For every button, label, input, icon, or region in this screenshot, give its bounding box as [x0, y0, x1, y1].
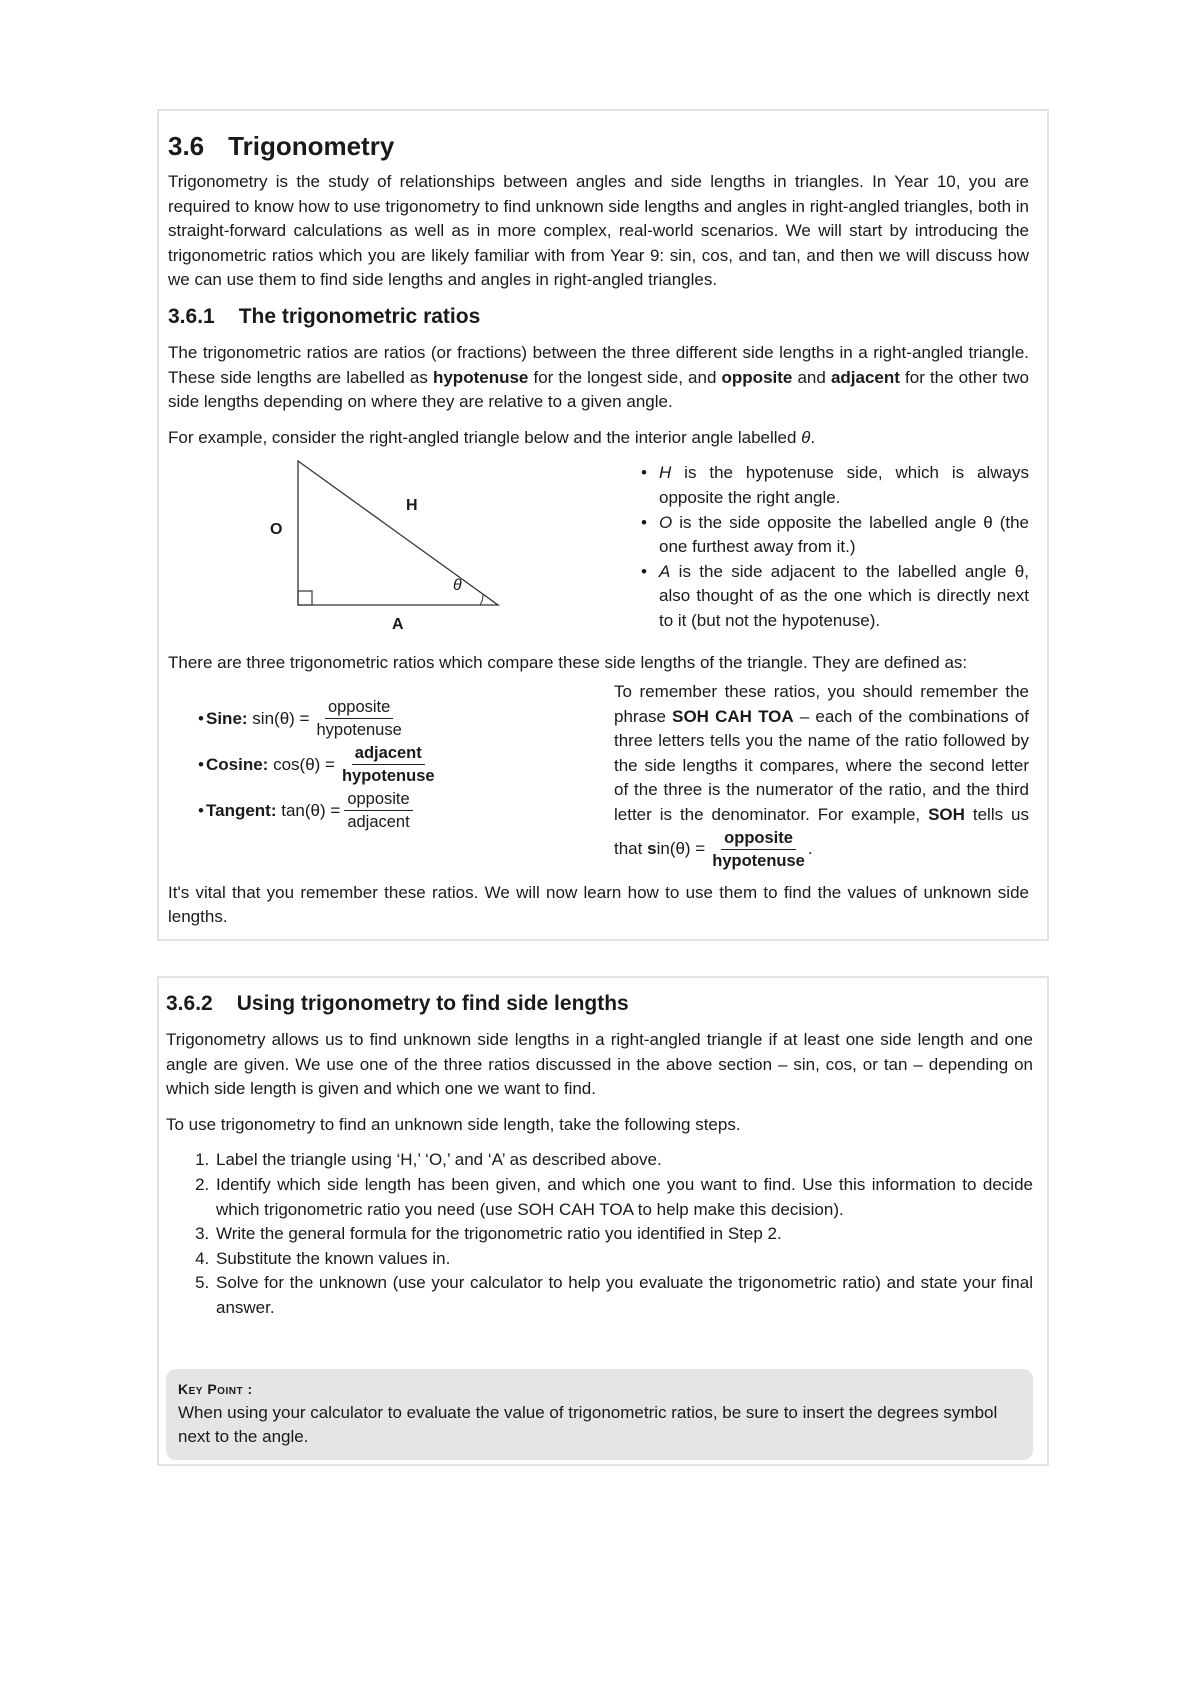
label-adjacent: A: [392, 616, 404, 634]
list-item: 1. Label the triangle using ‘H,’ ‘O,’ and ‘A’ as described above.: [214, 1148, 1033, 1173]
ratio-list: [168, 696, 588, 871]
ratios-paragraph: The trigonometric ratios are ratios (or fractions) between the three different side lengths in a right-angled triangle. These side lengths are labelled as hypotenuse for the longest side, and opposite and adjacent for the other two side lengths depending on where they are relative to a given angle.: [168, 342, 1029, 412]
triangle-row: [168, 461, 1029, 649]
vital-paragraph: It's vital that you remember these ratios. We will now learn how to use them to find the values of unknown side lengths.: [168, 882, 1029, 927]
section-trigonometry: [157, 109, 1049, 941]
intro-paragraph: Trigonometry is the study of relationships between angles and side lengths in triangles. In Year 10, you are required to know how to use trigonometry to find unknown side lengths and angles in right-angled triangles, both in straight-forward calculations as well as in more complex, real-world scenarios. We will start by introducing the trigonometric ratios which you are likely familiar with from Year 9: sin, cos, and tan, and then we will discuss how we can use them to find side lengths and angles in right-angled triangles.: [168, 172, 1029, 290]
section-side-lengths: [157, 976, 1049, 1466]
list-item: • A is the side adjacent to the labelled angle θ, also thought of as the one which is directly next to it (but not the hypotenuse).: [639, 560, 1029, 634]
list-item: • H is the hypotenuse side, which is always opposite the right angle.: [639, 461, 1029, 510]
list-item: 2. Identify which side length has been given, and which one you want to find. Use this information to decide which trigonometric ratio you need (use SOH CAH TOA to help make this decision).: [214, 1173, 1033, 1222]
list-item: 3. Write the general formula for the trigonometric ratio you identified in Step 2.: [214, 1222, 1033, 1247]
side-lengths-paragraph: Trigonometry allows us to find unknown side lengths in a right-angled triangle if at least one side length and one angle are given. We use one of the three ratios discussed in the above section – sin, cos, or tan – depending on which side length is given and which one we want to find.: [166, 1030, 1033, 1099]
key-point-box: [166, 1369, 1033, 1460]
triangle-shape: [298, 461, 498, 605]
label-opposite: O: [270, 521, 283, 539]
ratios-row: [168, 680, 1029, 871]
soh-cah-toa-paragraph: To remember these ratios, you should remember the phrase SOH CAH TOA – each of the combinations of three letters tells you the name of the ratio followed by the side lengths it compares, where the second letter of the three is the numerator of the ratio, and the third letter is the denominator. For example, SOH tells us that sin(θ) = $\frac{\text{opposite}}{\text{hypotenuse}}$ .: [614, 681, 1030, 870]
subsection-title-side-lengths: 3.6.2 Using trigonometry to find side lengths: [166, 992, 629, 1015]
subsection-title-ratios: 3.6.1 The trigonometric ratios: [168, 304, 481, 328]
cosine-definition: • Cosine: cos(θ) = $\frac{\text{adjacent}}{\text{hypotenuse}}$: [168, 742, 588, 788]
key-point-title: Key Point :: [178, 1380, 253, 1397]
side-definitions: [639, 461, 1029, 649]
steps-list: [166, 1148, 1033, 1320]
tangent-definition: • Tangent: tan(θ) = $\frac{\text{opposite}}{\text{adjacent}}$: [168, 788, 588, 834]
sine-definition: • Sine: sin(θ) = $\frac{\text{opposite}}{\text{hypotenuse}}$: [168, 696, 588, 742]
list-item: 5. Solve for the unknown (use your calculator to help you evaluate the trigonometric ratio) and state your final answer.: [214, 1271, 1033, 1320]
key-point-text: When using your calculator to evaluate the value of trigonometric ratios, be sure to insert the degrees symbol next to the angle.: [178, 1402, 998, 1447]
list-item: • O is the side opposite the labelled angle θ (the one furthest away from it.): [639, 511, 1029, 560]
steps-intro: To use trigonometry to find an unknown side length, take the following steps.: [166, 1114, 741, 1134]
angle-arc: [480, 595, 483, 605]
label-theta: θ: [453, 577, 462, 595]
example-paragraph: For example, consider the right-angled triangle below and the interior angle labelled θ.: [168, 427, 816, 447]
section-title: 3.6 Trigonometry: [168, 131, 395, 161]
triangle-figure: [168, 459, 628, 649]
list-item: 4. Substitute the known values in.: [214, 1247, 1033, 1272]
label-hypotenuse: H: [406, 497, 418, 515]
three-ratios-paragraph: There are three trigonometric ratios which compare these side lengths of the triangle. They are defined as:: [168, 653, 968, 673]
right-angle-marker: [298, 591, 312, 605]
